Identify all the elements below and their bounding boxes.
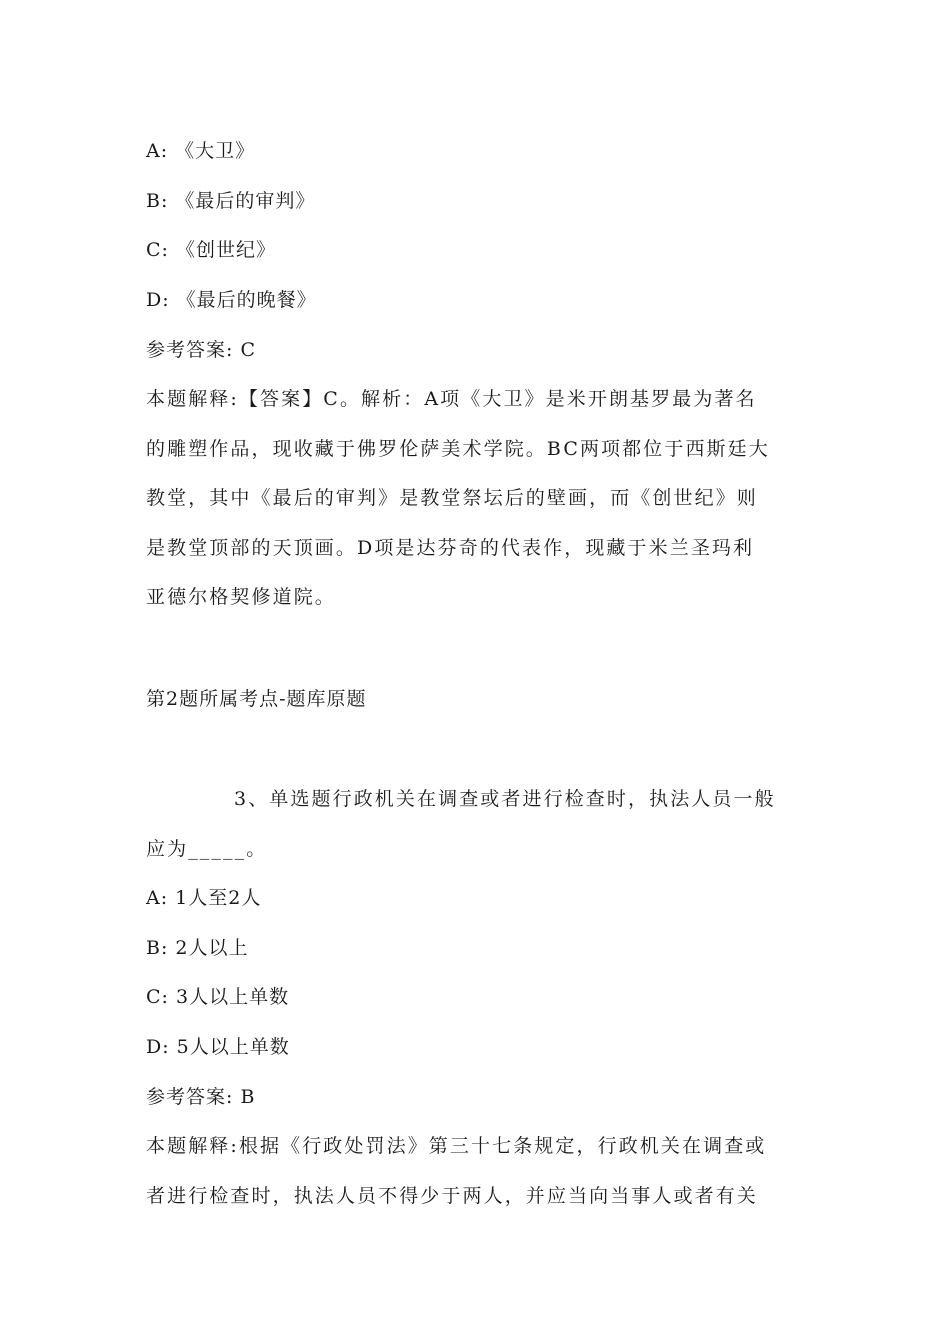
q2-option-a: A: 《大卫》 xyxy=(146,140,256,162)
q2-option-b: B: 《最后的审判》 xyxy=(146,190,316,212)
q3-question-line: 3、单选题行政机关在调查或者进行检查时，执法人员一般 xyxy=(234,788,776,810)
q2-explanation-line: 亚德尔格契修道院。 xyxy=(146,586,336,608)
q3-answer: 参考答案: B xyxy=(146,1086,256,1108)
q3-option-d: D: 5人以上单数 xyxy=(146,1036,290,1058)
q2-explanation-line: 是教堂顶部的天顶画。D项是达芬奇的代表作，现藏于米兰圣玛利 xyxy=(146,536,755,559)
q2-explanation-line: 教堂，其中《最后的审判》是教堂祭坛后的壁画，而《创世纪》则 xyxy=(146,487,758,509)
q2-topic: 第2题所属考点-题库原题 xyxy=(146,688,367,710)
q3-explanation xyxy=(146,1122,811,1221)
q3-option-b: B: 2人以上 xyxy=(146,937,249,959)
q3-explanation-line: 者进行检查时，执法人员不得少于两人，并应当向当事人或者有关 xyxy=(146,1184,758,1207)
q2-explanation-line: 本题解释:【答案】C。解析：A项《大卫》是米开朗基罗最为著名 xyxy=(146,388,757,410)
q2-option-d: D: 《最后的晚餐》 xyxy=(146,289,317,311)
q3-option-a: A: 1人至2人 xyxy=(146,887,262,909)
q3-question xyxy=(146,775,811,874)
q2-explanation xyxy=(146,375,811,623)
q3-question-line: 应为_____。 xyxy=(146,837,268,860)
q3-explanation-line: 本题解释:根据《行政处罚法》第三十七条规定，行政机关在调查或 xyxy=(146,1135,767,1157)
q2-explanation-line: 的雕塑作品，现收藏于佛罗伦萨美术学院。BC两项都位于西斯廷大 xyxy=(146,437,770,460)
q2-option-c: C: 《创世纪》 xyxy=(146,239,276,261)
q2-answer: 参考答案: C xyxy=(146,339,256,361)
q3-option-c: C: 3人以上单数 xyxy=(146,986,290,1008)
